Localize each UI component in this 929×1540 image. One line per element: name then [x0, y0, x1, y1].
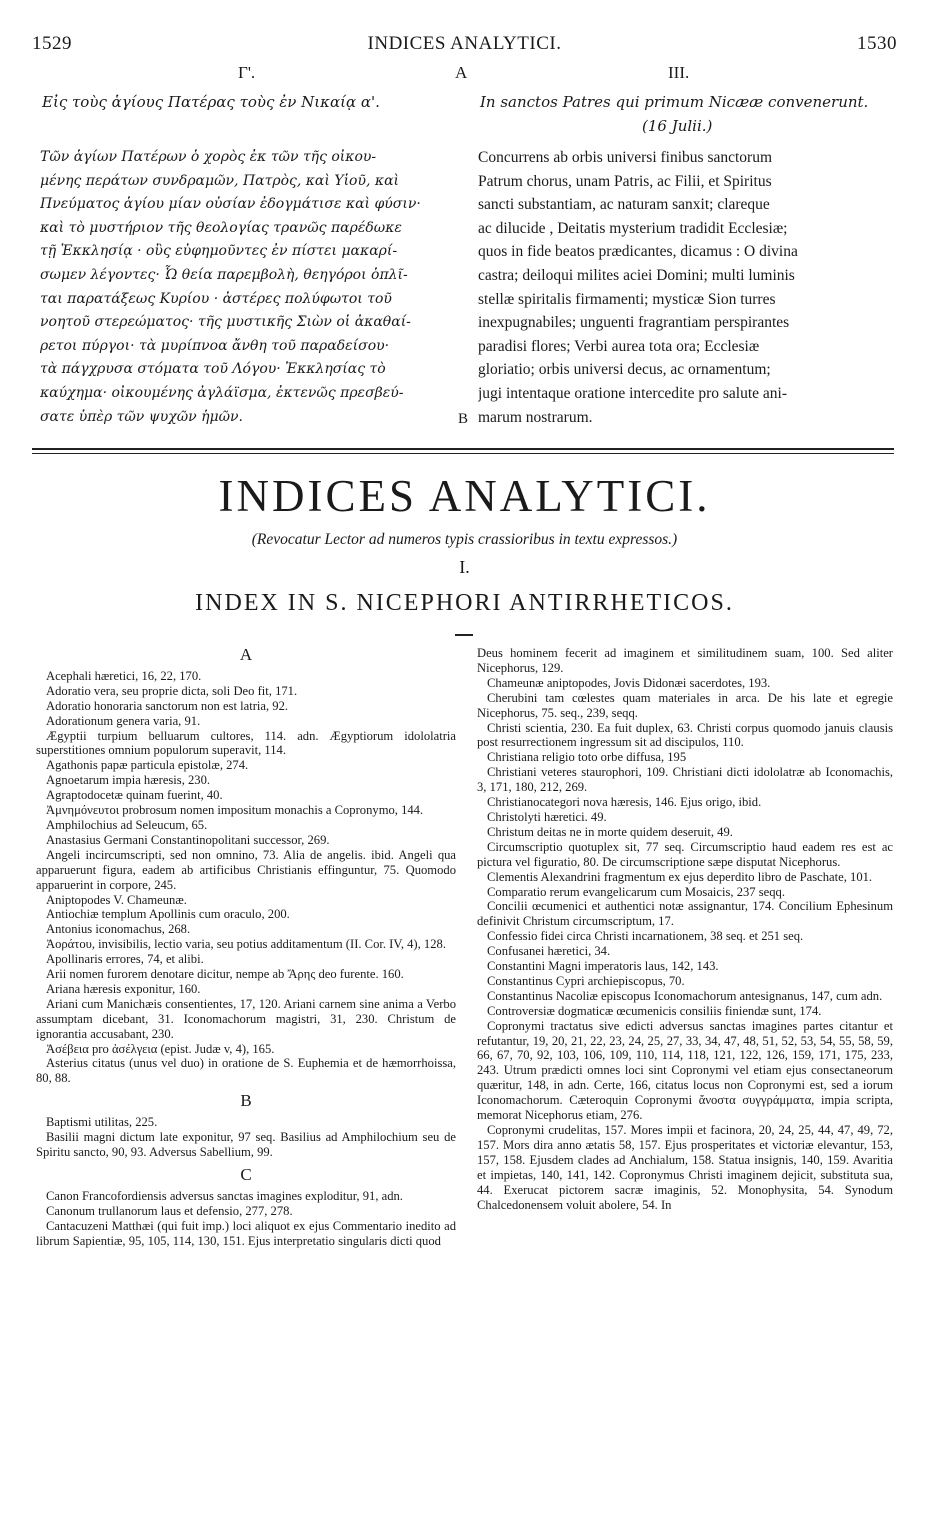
index-entry: Concilii œcumenici et authentici notæ assignantur, 174. Concilium Ephesinum definivit Christum circumscriptum, 17.	[477, 899, 893, 929]
running-header: INDICES ANALYTICI.	[367, 33, 562, 54]
index-entry: Cantacuzeni Matthæi (qui fuit imp.) loci aliquot ex ejus Commentario inedito ad librum Sapientiæ, 95, 105, 114, 130, 151. Ejus interpretatio singularis dicti quod	[36, 1218, 456, 1248]
greek-line: καὶ τὸ μυστήριον τῆς θεολογίας τρανῶς παρέδωκε	[40, 219, 402, 236]
greek-line: Τῶν ἁγίων Πατέρων ὁ χορὸς ἐκ τῶν τῆς οἰκου-	[40, 149, 377, 165]
greek-hymn-title: Εἰς τοὺς ἁγίους Πατέρας τοὺς ἐν Νικαίᾳ α'.	[42, 93, 380, 111]
index-entry: Christi scientia, 230. Ea fuit duplex, 63. Christi corpus quomodo januis clausis post resurrectionem ingressum sit ad discipulos, 110.	[477, 720, 893, 750]
greek-line: σωμεν λέγοντες· Ὦ θεία παρεμβολὴ, θεηγόροι ὁπλῖ-	[40, 266, 408, 283]
latin-hymn-title: In sanctos Patres qui primum Nicææ convenerunt.	[480, 93, 869, 111]
index-entry: Chameunæ aniptopodes, Jovis Didonæi sacerdotes, 193.	[487, 675, 771, 690]
greek-line: ρετοι πύργοι· τὰ μυρίπνοα ἄνθη τοῦ παραδείσου·	[40, 337, 390, 354]
index-entry: Apollinaris errores, 74, et alibi.	[46, 952, 204, 967]
reader-note: (Revocatur Lector ad numeros typis crassioribus in textu expressos.)	[251, 531, 678, 548]
index-entry: Adorationum genera varia, 91.	[46, 713, 201, 728]
index-entry: Anastasius Germani Constantinopolitani successor, 269.	[46, 832, 330, 847]
index-entry: Christolyti hæretici. 49.	[487, 809, 607, 824]
section-divider-thin	[32, 453, 894, 454]
index-entry: Ἀμνημόνευτοι probrosum nomen impositum monachis a Copronymo, 144.	[46, 803, 424, 818]
index-entry-continuation: Deus hominem fecerit ad imaginem et similitudinem suam, 100. Sed aliter Nicephorus, 129.	[477, 646, 893, 675]
latin-line: ac dilucide , Deitatis mysterium tradidit Ecclesiæ;	[478, 219, 788, 237]
greek-line: Πνεύματος ἁγίου μίαν οὐσίαν ἐδογμάτισε καὶ φύσιν·	[40, 196, 421, 213]
section-center-marker: A	[455, 63, 468, 82]
greek-line: ται παρατάξεως Κυρίου · ἀστέρες πολύφωτοι τοῦ	[40, 290, 392, 307]
latin-line: Concurrens ab orbis universi finibus sanctorum	[478, 149, 773, 166]
index-entry: Christum deitas ne in morte quidem deseruit, 49.	[487, 824, 733, 839]
index-entry: Ἀοράτου, invisibilis, lectio varia, seu potius additamentum (II. Cor. IV, 4), 128.	[46, 937, 446, 952]
index-column-left	[36, 640, 456, 1528]
greek-line: τὰ πάγχρυσα στόματα τοῦ Λόγου· Ἐκκλησίας τὸ	[40, 361, 386, 378]
latin-line: castra; deiloqui milites aciei Domini; multi luminis	[478, 266, 795, 284]
index-entry: Ariani cum Manichæis consentientes, 17, 120. Ariani carnem sine anima a Verbo assumptam dicebant, 31. Iconomachorum magistri, 31, 230. Christum de ignorantia accusabant, 230.	[36, 996, 456, 1041]
index-entry: Acephali hæretici, 16, 22, 170.	[46, 668, 202, 683]
index-entry: Adoratio honoraria sanctorum non est latria, 92.	[46, 698, 289, 713]
index-entry: Antiochiæ templum Apollinis cum oraculo, 200.	[46, 907, 290, 922]
index-entry: Clementis Alexandrini fragmentum ex ejus deperdito libro de Paschate, 101.	[487, 869, 873, 884]
index-entry: Constantinus Nacoliæ episcopus Iconomachorum antesignanus, 147, cum adn.	[487, 988, 883, 1003]
index-entry: Agraptodocetæ quinam fuerint, 40.	[46, 788, 223, 803]
index-entry: Asterius citatus (unus vel duo) in oratione de S. Euphemia et de hæmorrhoissa, 80, 88.	[36, 1056, 456, 1086]
index-entry: Comparatio rerum evangelicarum cum Mosaicis, 237 seqq.	[487, 884, 785, 899]
title-dash	[455, 634, 473, 636]
index-entry: Basilii magni dictum late exponitur, 97 seq. Basilius ad Amphilochium seu de Spiritu sancto, 90, 93. Adversus Sabellium, 99.	[36, 1130, 456, 1159]
index-entry: Antonius iconomachus, 268.	[46, 922, 191, 937]
index-letter-heading: A	[239, 645, 253, 664]
index-entry: Cherubini tam cœlestes quam materiales in arca. De his late et egregie Nicephorus, 75. seq., 239, seqq.	[477, 690, 893, 720]
latin-line: inexpugnabiles; unguenti fragrantiam perspirantes	[478, 314, 790, 332]
index-letter-heading: C	[240, 1164, 252, 1184]
index-entry: Ἀσέβεια pro ἀσέλγεια (epist. Judæ v, 4), 165.	[46, 1041, 275, 1056]
index-entry: Christiana religio toto orbe diffusa, 195	[487, 750, 687, 765]
index-entry: Copronymi crudelitas, 157. Mores impii et facinora, 20, 24, 25, 44, 47, 49, 72, 157. Mors dira anno ætatis 58, 157. Ejus prosperitates et victoriæ elevantur, 153, 157, 158. Ejusdem clades ad Anchialum, 158. Statua insignis, 140, 159. Avaritia et impietas, 140, 141, 142. Copronymus Christi imaginem dejicit, substituta sua, 44. Exerucat pictorem sacræ imaginis, 52. Monophysita, 54. Synodum Chalcedonensem voluit abolere, 54. In	[477, 1123, 893, 1212]
section-divider	[32, 448, 894, 450]
index-entry: Canonum trullanorum laus et defensio, 277, 278.	[46, 1203, 293, 1218]
index-entry: Copronymi tractatus sive edicti adversus sanctas imagines partes citantur et refutantur, 19, 20, 21, 22, 23, 24, 25, 27, 33, 34, 47, 48, 51, 52, 53, 54, 55, 58, 59, 66, 67, 70, 92, 103, 106, 109, 110, 114, 118, 121, 122, 126, 159, 171, 175, 233, 243. Utrum prædicti omnes loci sint Copronymi vel etiam ejus consectaneorum quæritur, 148, in adn. Certe, 166, citatus locus non Copronymi est, sed a iorum Iconomachorum. Cæteroquin Copronymi ἄνοστα συγγράμματα, impia scripta, memorat Nicephorus etiam, 276.	[477, 1018, 893, 1123]
index-entry: Ariana hæresis exponitur, 160.	[46, 981, 201, 996]
latin-section-marker: III.	[668, 63, 690, 82]
greek-section-marker: Γ'.	[238, 63, 256, 82]
latin-line: gloriatio; orbis universi decus, ac ornamentum;	[478, 361, 771, 379]
latin-text	[478, 146, 893, 429]
index-entry: Aniptopodes V. Chameunæ.	[46, 892, 187, 907]
greek-line: σατε ὑπὲρ τῶν ψυχῶν ἡμῶν.	[40, 408, 243, 425]
index-entry: Agathonis papæ particula epistolæ, 274.	[46, 758, 249, 773]
latin-hymn-date: (16 Julii.)	[642, 117, 713, 135]
index-entry: Confusanei hæretici, 34.	[487, 944, 611, 959]
index-entry: Canon Francofordiensis adversus sanctas imagines exploditur, 91, adn.	[46, 1188, 403, 1203]
index-entry: Constantinus Cypri archiepiscopus, 70.	[487, 973, 685, 988]
latin-line: jugi intentaque oratione intercedite pro salute ani-	[478, 384, 788, 402]
greek-line: νοητοῦ στερεώματος· τῆς μυστικῆς Σιὼν οἱ ἀκαθαί-	[40, 314, 411, 331]
greek-line: καύχημα· οἰκουμένης ἀγλάϊσμα, ἐκτενῶς πρεσβεύ-	[40, 384, 404, 401]
latin-line: Patrum chorus, unam Patris, ac Filii, et Spiritus	[478, 172, 772, 190]
index-entry: Controversiæ dogmaticæ œcumenicis consiliis finiendæ sunt, 174.	[487, 1003, 822, 1018]
index-column-right	[477, 646, 893, 1528]
greek-text	[40, 146, 455, 429]
index-entry: Constantini Magni imperatoris laus, 142, 143.	[487, 959, 719, 974]
latin-line: quos in fide beatos prædicantes, dicamus : O divina	[478, 243, 798, 261]
index-entry: Christianocategori nova hæresis, 146. Ejus origo, ibid.	[487, 795, 762, 810]
side-marker-b: B	[458, 411, 469, 427]
latin-line: paradisi flores; Verbi aurea tota ora; Ecclesiæ	[478, 337, 760, 355]
index-entry: Confessio fidei circa Christi incarnationem, 38 seq. et 251 seq.	[487, 929, 804, 944]
index-entry: Ægyptii turpium belluarum cultores, 114. adn. Ægyptiorum idololatria superstitiones omnium populorum superavit, 114.	[36, 728, 456, 758]
left-page-number: 1529	[32, 33, 72, 54]
right-page-number: 1530	[857, 33, 897, 54]
latin-line: sancti substantiam, ac naturam sanxit; clareque	[478, 196, 770, 214]
index-entry: Adoratio vera, seu proprie dicta, soli Deo fit, 171.	[46, 683, 298, 698]
latin-line: marum nostrarum.	[478, 408, 593, 426]
index-entry: Circumscriptio quotuplex sit, 77 seq. Circumscriptio haud eadem res est ac pictura vel figuratio, 80. De circumscriptione sæpe disputat Nicephorus.	[477, 839, 893, 869]
index-entry: Angeli incircumscripti, sed non omnino, 73. Alia de angelis. ibid. Angeli qua apparuerunt figura, eadem ab artificibus Christianis effinguntur, 75. Quomodo apparuerint in corpore, 245.	[36, 847, 456, 892]
greek-line: μένης περάτων συνδραμῶν, Πατρὸς, καὶ Υἱοῦ, καὶ	[40, 172, 400, 189]
index-entry: Baptismi utilitas, 225.	[46, 1115, 158, 1130]
greek-line: τῇ Ἐκκλησίᾳ · οὓς εὐφημοῦντες ἐν πίστει μακαρί-	[40, 243, 398, 260]
index-numeral: I.	[459, 557, 470, 577]
latin-line: stellæ spiritalis firmamenti; mysticæ Sion turres	[478, 290, 776, 308]
index-title: INDEX IN S. NICEPHORI ANTIRRHETICOS.	[195, 590, 734, 616]
index-entry: Amphilochius ad Seleucum, 65.	[46, 817, 208, 832]
index-entry: Christiani veteres staurophori, 109. Christiani dicti idololatræ ab Iconomachis, 3, 171, 180, 212, 269.	[477, 765, 893, 795]
main-title: INDICES ANALYTICI.	[218, 471, 711, 521]
index-entry: Arii nomen furorem denotare dicitur, nempe ab Ἄρης deo furente. 160.	[46, 967, 404, 982]
index-letter-heading: B	[240, 1091, 252, 1111]
index-entry: Agnoetarum impia hæresis, 230.	[46, 773, 211, 788]
